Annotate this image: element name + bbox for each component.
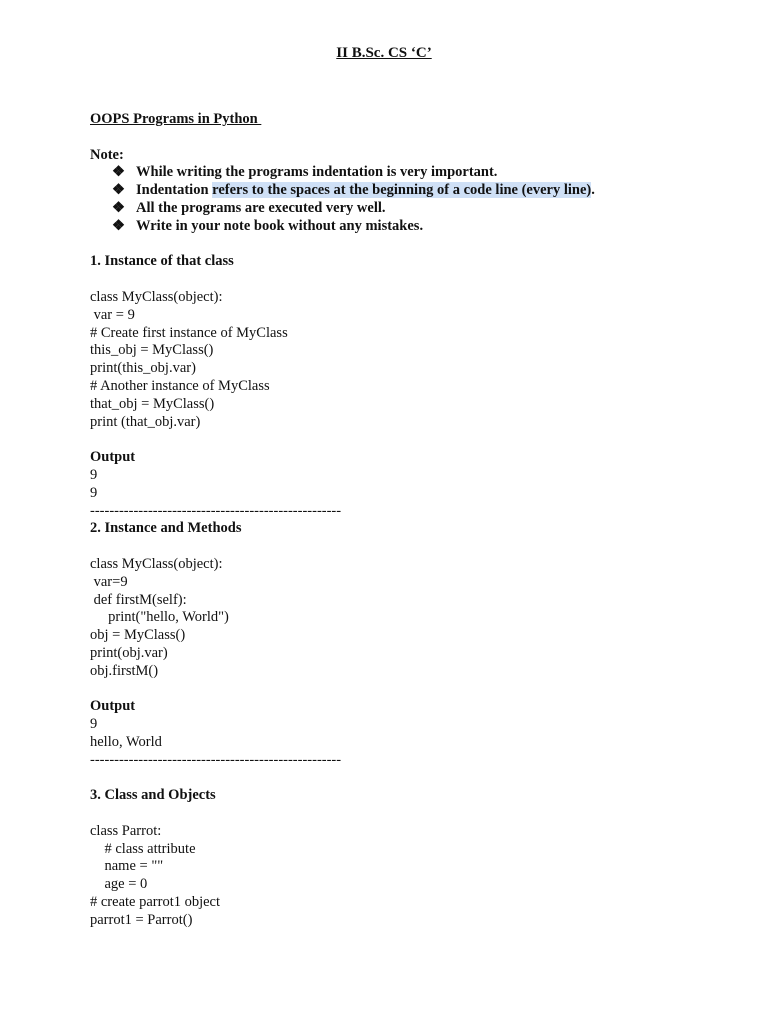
code-line: print("hello, World") [90,609,229,626]
document-body [90,111,730,930]
section-2-code [90,556,730,681]
diamond-bullet-icon: ❖ [112,217,125,234]
output-label: Output [90,698,136,715]
code-line: class MyClass(object): [90,288,223,305]
section-1-title: 1. Instance of that class [90,253,234,270]
code-line: var = 9 [90,306,135,323]
diamond-bullet-icon: ❖ [112,182,125,199]
code-line: print (that_obj.var) [90,413,201,430]
output-line: 9 [90,484,98,501]
diamond-bullet-icon: ❖ [112,164,125,181]
code-line: print(this_obj.var) [90,360,196,377]
output-label: Output [90,449,136,466]
code-line: # create parrot1 object [90,894,221,911]
output-line: hello, World [90,733,162,750]
separator-line: ---------------------------------------------------- [90,751,342,768]
code-line: print(obj.var) [90,644,168,661]
section-2-title: 2. Instance and Methods [90,520,242,537]
code-line: var=9 [90,573,128,590]
code-line: parrot1 = Parrot() [90,911,193,928]
code-line: obj = MyClass() [90,627,186,644]
code-line: name = "" [90,858,164,875]
diamond-bullet-icon: ❖ [112,199,125,216]
note-bullet: ❖ All the programs are executed very well. [112,199,386,216]
output-line: 9 [90,466,98,483]
code-line: # Another instance of MyClass [90,377,270,394]
code-line: # Create first instance of MyClass [90,324,288,341]
code-line: that_obj = MyClass() [90,395,215,412]
note-label: Note: [90,146,124,163]
note-bullet-list [112,164,730,235]
note-bullet: ❖ Indentation refers to the spaces at the beginning of a code line (every line). [112,182,595,199]
code-line: class Parrot: [90,822,162,839]
code-line: age = 0 [90,876,148,893]
page-title: II B.Sc. CS ‘C’ [336,45,432,61]
section-3-title: 3. Class and Objects [90,787,216,804]
output-line: 9 [90,716,98,733]
section-3-code [90,823,730,930]
code-line: obj.firstM() [90,662,159,679]
code-line: this_obj = MyClass() [90,342,214,359]
document-heading: OOPS Programs in Python [90,111,262,127]
text-selection-highlight: refers to the spaces at the beginning of a code line (every line) [212,182,592,199]
section-1-code [90,289,730,431]
code-line: class MyClass(object): [90,555,223,572]
code-line: # class attribute [90,840,196,857]
note-bullet: ❖ Write in your note book without any mistakes. [112,217,424,234]
note-bullet: ❖ While writing the programs indentation is very important. [112,164,498,181]
code-line: def firstM(self): [90,591,187,608]
separator-line: ---------------------------------------------------- [90,502,342,519]
